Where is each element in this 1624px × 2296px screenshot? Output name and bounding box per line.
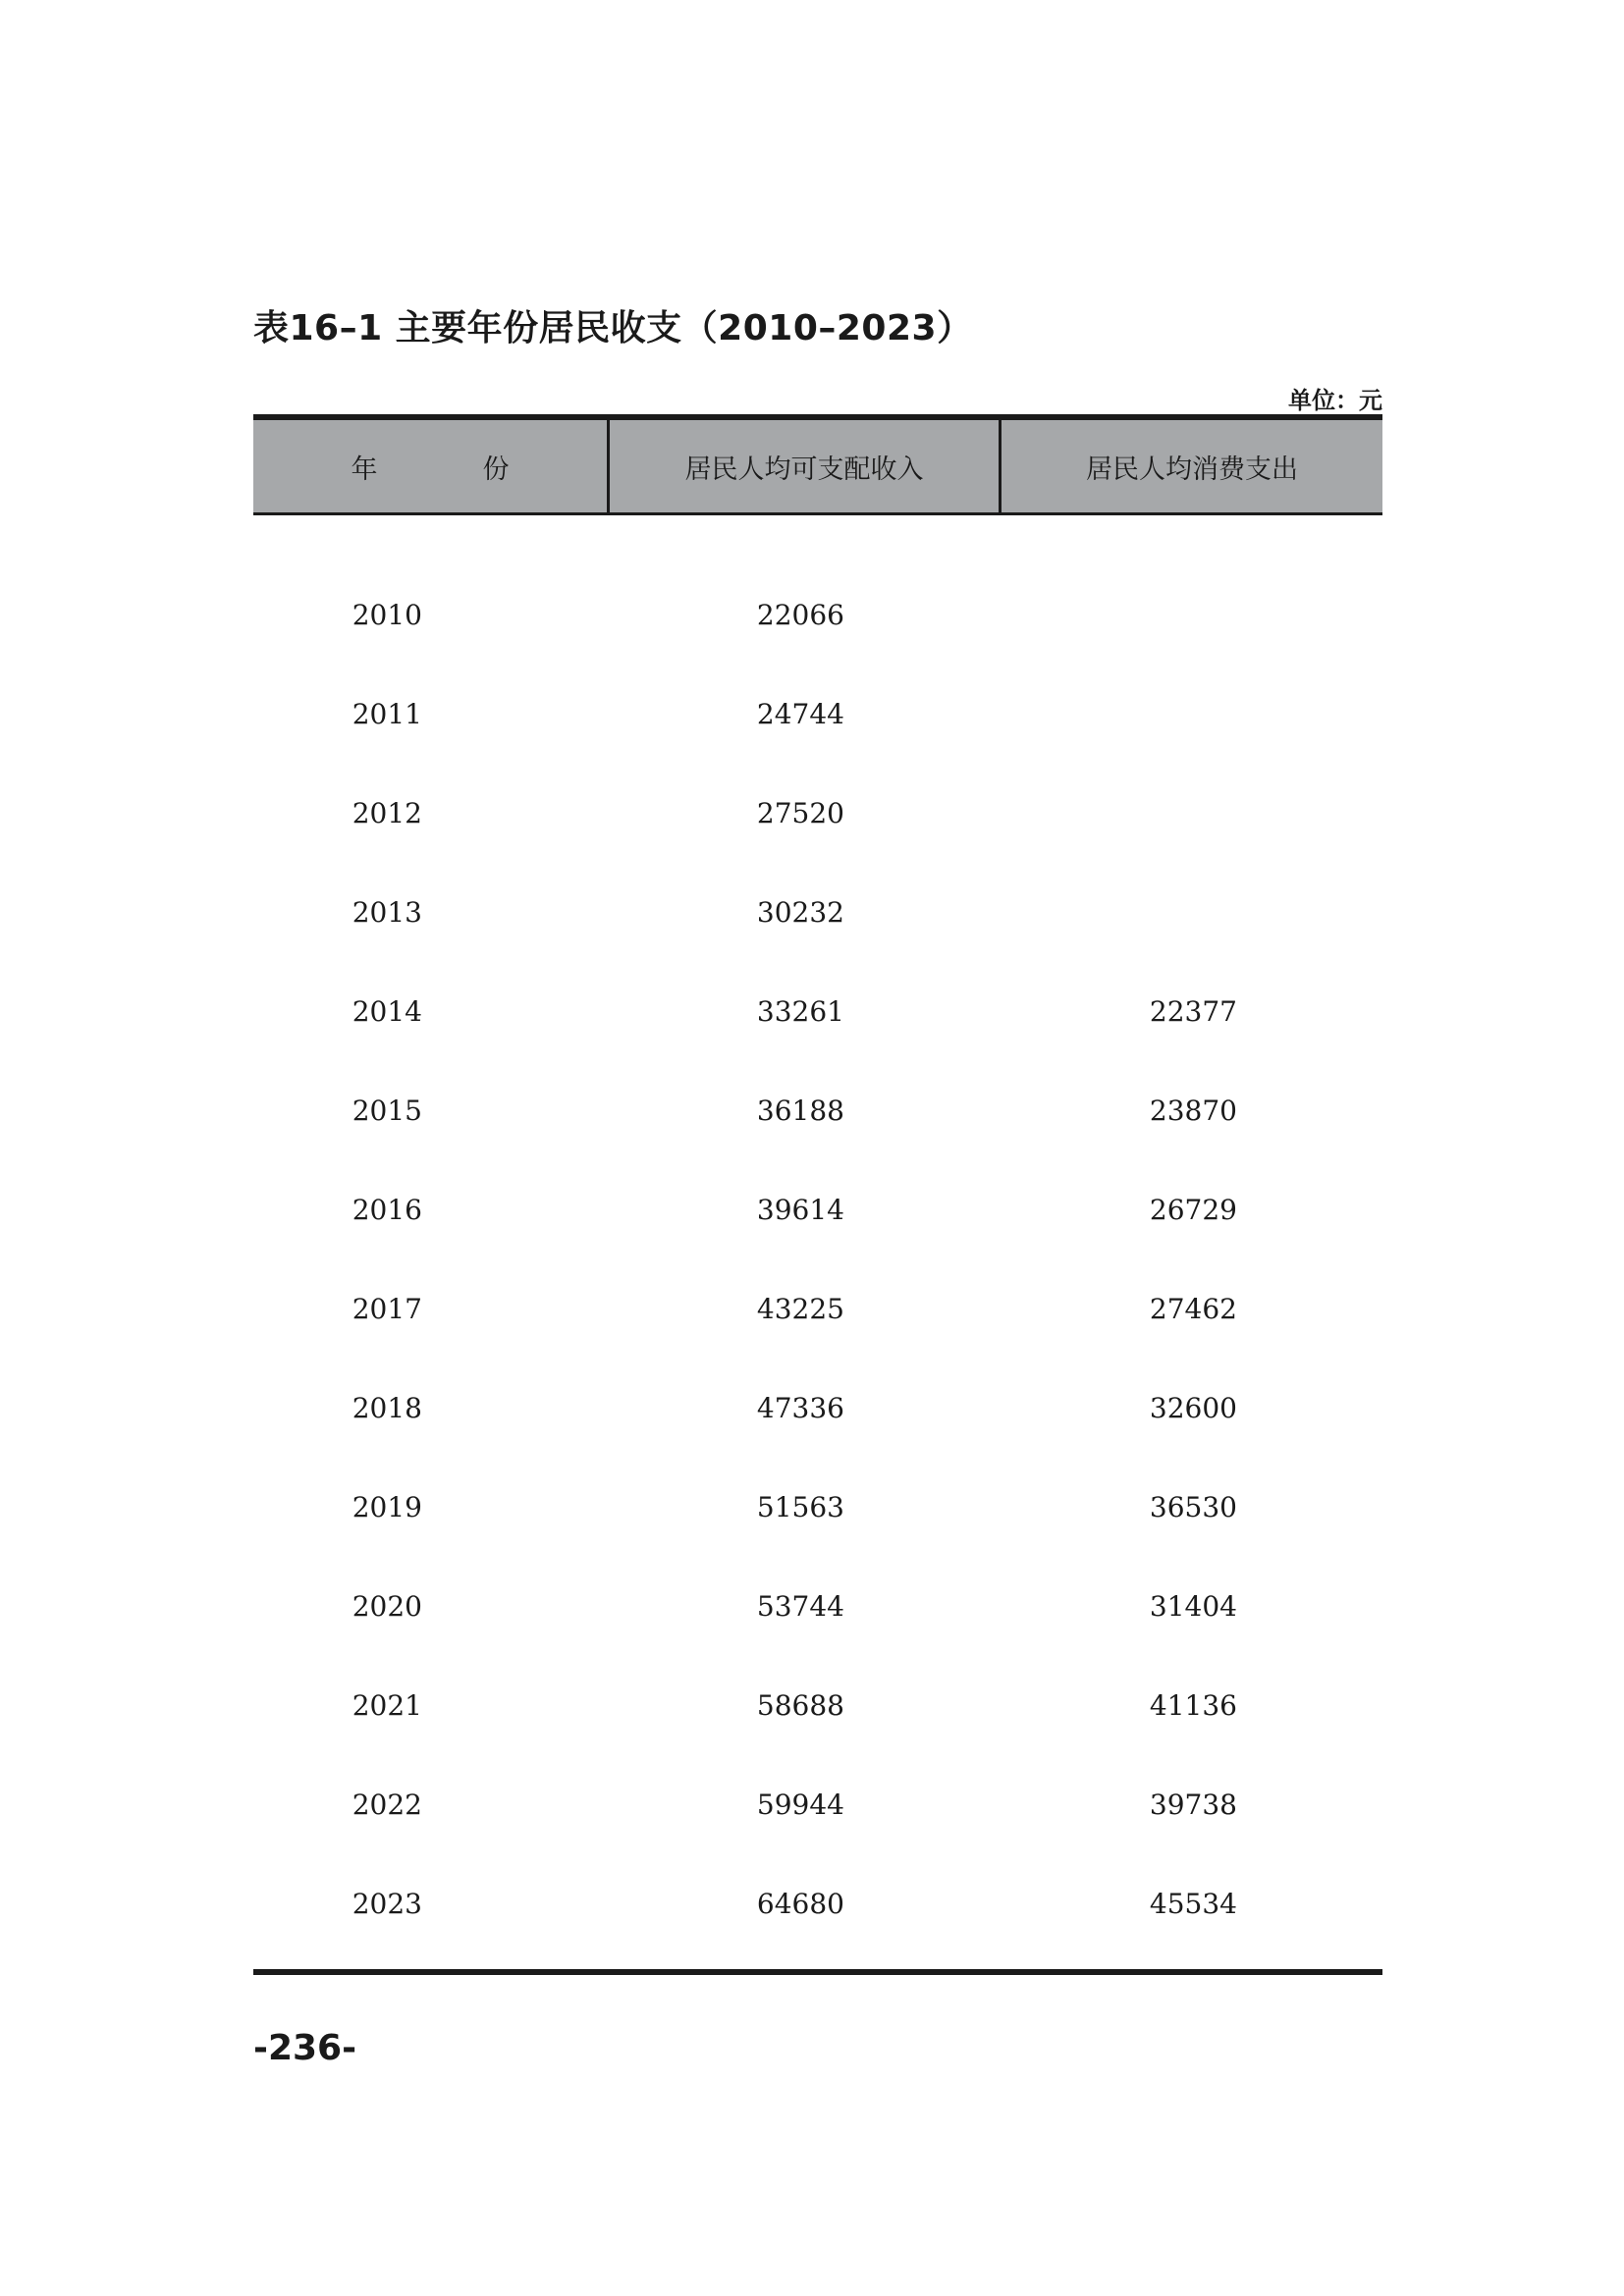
- cell-year: 2017: [352, 1293, 422, 1325]
- cell-income: 24744: [756, 698, 844, 730]
- cell-year: 2016: [352, 1194, 422, 1226]
- page-number: -236-: [253, 2028, 357, 2068]
- cell-year: 2015: [352, 1095, 422, 1127]
- cell-expense: 22377: [1149, 995, 1237, 1028]
- cell-year: 2011: [352, 698, 422, 730]
- cell-year: 2019: [352, 1491, 422, 1523]
- table-row: [253, 962, 1382, 1061]
- table-bottom-rule: [253, 1969, 1382, 1975]
- cell-year: 2010: [352, 599, 422, 631]
- cell-year: 2014: [352, 995, 422, 1028]
- cell-income: 39614: [756, 1194, 844, 1226]
- header-year: [253, 420, 610, 512]
- cell-expense: 41136: [1149, 1689, 1237, 1722]
- cell-year: 2012: [352, 797, 422, 829]
- cell-income: 22066: [756, 599, 844, 631]
- table-row: [253, 1359, 1382, 1458]
- table-row: [253, 1656, 1382, 1755]
- header-expense-label: 居民人均消费支出: [1086, 454, 1298, 485]
- header-income-label: 居民人均可支配收入: [684, 454, 924, 485]
- cell-expense: 27462: [1149, 1293, 1237, 1325]
- cell-year: 2022: [352, 1789, 422, 1821]
- header-year-label: 年 份: [351, 454, 549, 485]
- cell-income: 36188: [756, 1095, 844, 1127]
- cell-income: 53744: [756, 1590, 844, 1623]
- cell-year: 2018: [352, 1392, 422, 1424]
- cell-expense: 36530: [1149, 1491, 1237, 1523]
- table-row: [253, 565, 1382, 665]
- table-header: [253, 414, 1382, 515]
- cell-expense: 39738: [1149, 1789, 1237, 1821]
- cell-income: 30232: [756, 896, 844, 929]
- table-body: [253, 565, 1382, 1953]
- cell-year: 2013: [352, 896, 422, 929]
- table-row: [253, 1259, 1382, 1359]
- cell-year: 2023: [352, 1888, 422, 1920]
- table-row: [253, 863, 1382, 962]
- cell-income: 33261: [756, 995, 844, 1028]
- cell-expense: 23870: [1149, 1095, 1237, 1127]
- table-row: [253, 1755, 1382, 1854]
- cell-expense: 26729: [1149, 1194, 1237, 1226]
- table-row: [253, 1854, 1382, 1953]
- cell-income: 58688: [756, 1689, 844, 1722]
- table-row: [253, 1160, 1382, 1259]
- table-row: [253, 764, 1382, 863]
- cell-income: 59944: [756, 1789, 844, 1821]
- cell-year: 2020: [352, 1590, 422, 1623]
- table-title: 表16–1 主要年份居民收支（2010–2023）: [253, 308, 973, 348]
- table-row: [253, 1557, 1382, 1656]
- header-expense: [1001, 420, 1382, 512]
- table-row: [253, 1061, 1382, 1160]
- cell-expense: 31404: [1149, 1590, 1237, 1623]
- cell-income: 43225: [756, 1293, 844, 1325]
- table-row: [253, 665, 1382, 764]
- cell-year: 2021: [352, 1689, 422, 1722]
- cell-income: 27520: [756, 797, 844, 829]
- header-income: [610, 420, 1001, 512]
- table-row: [253, 1458, 1382, 1557]
- cell-income: 51563: [756, 1491, 844, 1523]
- cell-income: 64680: [756, 1888, 844, 1920]
- unit-label: 单位：元: [1288, 387, 1382, 414]
- cell-expense: 32600: [1149, 1392, 1237, 1424]
- cell-expense: 45534: [1149, 1888, 1237, 1920]
- cell-income: 47336: [756, 1392, 844, 1424]
